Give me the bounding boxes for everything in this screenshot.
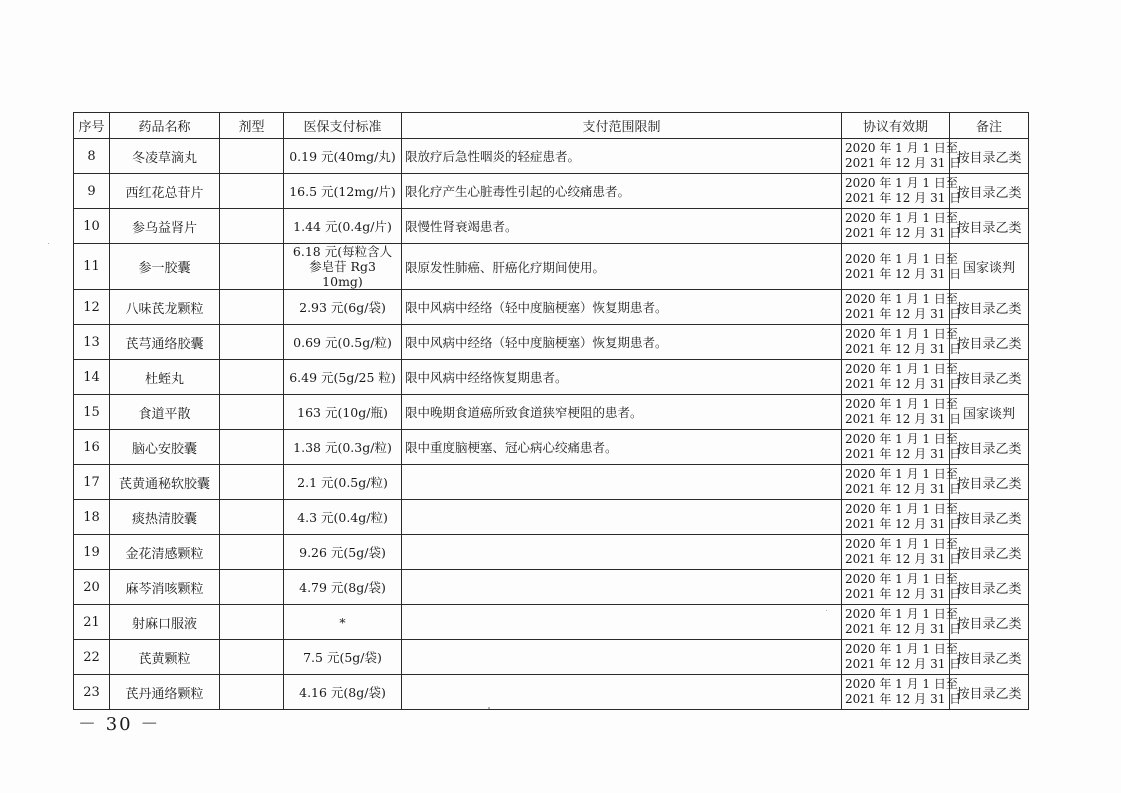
payment-standard-cell: 163 元(10g/瓶) [284,395,402,430]
note-cell: 按目录乙类 [950,675,1029,710]
period-end: 2021 年 12 月 31 日 [845,447,962,461]
period-start: 2020 年 1 月 1 日至 [845,176,958,190]
row-number-cell: 12 [74,290,110,325]
note-cell: 按目录乙类 [950,570,1029,605]
period-end: 2021 年 12 月 31 日 [845,622,962,636]
note-cell: 按目录乙类 [950,640,1029,675]
drug-name-cell: 杜蛭丸 [110,360,220,395]
table-row [74,675,1029,710]
table-row [74,244,1029,290]
drug-name-cell: 脑心安胶囊 [110,430,220,465]
row-number-cell: 23 [74,675,110,710]
dosage-form-cell [220,139,284,174]
dosage-form-cell [220,500,284,535]
period-end: 2021 年 12 月 31 日 [845,587,962,601]
table-row [74,290,1029,325]
table-row [74,640,1029,675]
payment-scope-cell: 限放疗后急性咽炎的轻症患者。 [402,139,842,174]
note-cell: 按目录乙类 [950,290,1029,325]
period-end: 2021 年 12 月 31 日 [845,692,962,706]
payment-scope-cell [402,465,842,500]
drug-name-cell: 射麻口服液 [110,605,220,640]
period-end: 2021 年 12 月 31 日 [845,412,962,426]
payment-scope-cell [402,535,842,570]
payment-scope-cell: 限化疗产生心脏毒性引起的心绞痛患者。 [402,174,842,209]
row-number-cell: 11 [74,244,110,290]
agreement-period-cell [842,640,962,675]
dosage-form-cell [220,174,284,209]
dosage-form-cell [220,209,284,244]
dosage-form-cell [220,430,284,465]
note-cell: 按目录乙类 [950,360,1029,395]
dosage-form-cell [220,640,284,675]
table-row [74,605,1029,640]
payment-standard-cell: 6.18 元(每粒含人参皂苷 Rg3 10mg) [284,244,402,290]
note-cell: 国家谈判 [950,395,1029,430]
row-number-cell: 14 [74,360,110,395]
table-row [74,174,1029,209]
note-cell: 按目录乙类 [950,500,1029,535]
dosage-form-cell [220,395,284,430]
table-row [74,430,1029,465]
payment-standard-cell: 6.49 元(5g/25 粒) [284,360,402,395]
payment-scope-cell: 限中风病中经络恢复期患者。 [402,360,842,395]
table-body [74,139,1029,710]
drug-name-cell: 芪丹通络颗粒 [110,675,220,710]
drug-name-cell: 痰热清胶囊 [110,500,220,535]
agreement-period-cell [842,500,962,535]
period-start: 2020 年 1 月 1 日至 [845,141,958,155]
header-note: 备注 [950,113,1029,139]
period-start: 2020 年 1 月 1 日至 [845,327,958,341]
row-number-cell: 18 [74,500,110,535]
header-payment-standard: 医保支付标准 [284,113,402,139]
payment-scope-cell: 限慢性肾衰竭患者。 [402,209,842,244]
header-drug-name: 药品名称 [110,113,220,139]
row-number-cell: 15 [74,395,110,430]
agreement-period-cell [842,290,962,325]
note-cell: 按目录乙类 [950,430,1029,465]
payment-standard-cell: * [284,605,402,640]
table-row [74,570,1029,605]
drug-name-cell: 西红花总苷片 [110,174,220,209]
period-start: 2020 年 1 月 1 日至 [845,251,958,266]
agreement-period-cell [842,570,962,605]
header-agreement-period: 协议有效期 [842,113,950,139]
drug-name-cell: 参乌益肾片 [110,209,220,244]
period-start: 2020 年 1 月 1 日至 [845,502,958,516]
table-row [74,535,1029,570]
payment-standard-cell: 2.1 元(0.5g/粒) [284,465,402,500]
table-header-row [74,113,1029,139]
period-end: 2021 年 12 月 31 日 [845,517,962,531]
dosage-form-cell [220,570,284,605]
payment-scope-cell [402,605,842,640]
note-cell: 按目录乙类 [950,605,1029,640]
payment-standard-cell: 0.69 元(0.5g/粒) [284,325,402,360]
note-cell: 按目录乙类 [950,139,1029,174]
payment-scope-cell: 限中晚期食道癌所致食道狭窄梗阻的患者。 [402,395,842,430]
dosage-form-cell [220,605,284,640]
period-end: 2021 年 12 月 31 日 [845,657,962,671]
agreement-period-cell [842,209,962,244]
payment-scope-cell [402,640,842,675]
period-end: 2021 年 12 月 31 日 [845,482,962,496]
agreement-period-cell [842,325,962,360]
period-start: 2020 年 1 月 1 日至 [845,292,958,306]
period-end: 2021 年 12 月 31 日 [845,266,962,281]
period-start: 2020 年 1 月 1 日至 [845,642,958,656]
payment-scope-cell: 限中风病中经络（轻中度脑梗塞）恢复期患者。 [402,325,842,360]
row-number-cell: 21 [74,605,110,640]
table-row [74,500,1029,535]
payment-standard-cell: 16.5 元(12mg/片) [284,174,402,209]
payment-standard-cell: 9.26 元(5g/袋) [284,535,402,570]
note-cell: 按目录乙类 [950,209,1029,244]
period-end: 2021 年 12 月 31 日 [845,156,962,170]
scan-speck [826,610,827,611]
period-end: 2021 年 12 月 31 日 [845,342,962,356]
period-start: 2020 年 1 月 1 日至 [845,467,958,481]
dosage-form-cell [220,675,284,710]
dosage-form-cell [220,325,284,360]
period-start: 2020 年 1 月 1 日至 [845,572,958,586]
payment-standard-cell: 1.44 元(0.4g/片) [284,209,402,244]
payment-standard-cell: 7.5 元(5g/袋) [284,640,402,675]
table-row [74,325,1029,360]
header-payment-scope: 支付范围限制 [402,113,842,139]
agreement-period-cell [842,244,962,290]
dosage-form-cell [220,465,284,500]
agreement-period-cell [842,465,962,500]
period-start: 2020 年 1 月 1 日至 [845,677,958,691]
period-end: 2021 年 12 月 31 日 [845,307,962,321]
note-cell: 按目录乙类 [950,174,1029,209]
drug-name-cell: 芪芎通络胶囊 [110,325,220,360]
table-row [74,209,1029,244]
note-cell: 按目录乙类 [950,325,1029,360]
period-end: 2021 年 12 月 31 日 [845,226,962,240]
table-row [74,465,1029,500]
header-no: 序号 [74,113,110,139]
period-start: 2020 年 1 月 1 日至 [845,537,958,551]
drug-name-cell: 参一胶囊 [110,244,220,290]
agreement-period-cell [842,360,962,395]
note-cell: 按目录乙类 [950,535,1029,570]
row-number-cell: 22 [74,640,110,675]
row-number-cell: 16 [74,430,110,465]
row-number-cell: 13 [74,325,110,360]
payment-standard-cell: 4.16 元(8g/袋) [284,675,402,710]
dosage-form-cell [220,535,284,570]
note-cell: 按目录乙类 [950,465,1029,500]
drug-name-cell: 八味芪龙颗粒 [110,290,220,325]
drug-name-cell: 芪黄颗粒 [110,640,220,675]
agreement-period-cell [842,395,962,430]
period-start: 2020 年 1 月 1 日至 [845,362,958,376]
period-end: 2021 年 12 月 31 日 [845,377,962,391]
agreement-period-cell [842,675,962,710]
payment-standard-cell: 4.79 元(8g/袋) [284,570,402,605]
agreement-period-cell [842,174,962,209]
dosage-form-cell [220,244,284,290]
payment-scope-cell: 限原发性肺癌、肝癌化疗期间使用。 [402,244,842,290]
period-end: 2021 年 12 月 31 日 [845,552,962,566]
payment-standard-cell: 1.38 元(0.3g/粒) [284,430,402,465]
drug-payment-table [73,112,1029,710]
drug-name-cell: 麻芩消咳颗粒 [110,570,220,605]
dosage-form-cell [220,290,284,325]
row-number-cell: 19 [74,535,110,570]
period-end: 2021 年 12 月 31 日 [845,191,962,205]
row-number-cell: 8 [74,139,110,174]
scan-speck [48,243,49,244]
payment-scope-cell: 限中重度脑梗塞、冠心病心绞痛患者。 [402,430,842,465]
payment-scope-cell [402,500,842,535]
row-number-cell: 20 [74,570,110,605]
payment-standard-cell: 4.3 元(0.4g/粒) [284,500,402,535]
payment-scope-cell: 限中风病中经络（轻中度脑梗塞）恢复期患者。 [402,290,842,325]
period-start: 2020 年 1 月 1 日至 [845,607,958,621]
table-row [74,395,1029,430]
agreement-period-cell [842,605,962,640]
row-number-cell: 9 [74,174,110,209]
row-number-cell: 10 [74,209,110,244]
period-start: 2020 年 1 月 1 日至 [845,397,958,411]
period-start: 2020 年 1 月 1 日至 [845,432,958,446]
note-cell: 国家谈判 [950,244,1029,290]
scan-speck [488,707,490,709]
table-row [74,139,1029,174]
agreement-period-cell [842,535,962,570]
payment-scope-cell [402,675,842,710]
agreement-period-cell [842,139,962,174]
table-row [74,360,1029,395]
agreement-period-cell [842,430,962,465]
payment-standard-cell: 2.93 元(6g/袋) [284,290,402,325]
dosage-form-cell [220,360,284,395]
row-number-cell: 17 [74,465,110,500]
drug-name-cell: 食道平散 [110,395,220,430]
drug-name-cell: 芪黄通秘软胶囊 [110,465,220,500]
period-start: 2020 年 1 月 1 日至 [845,211,958,225]
page-number: － 30 － [78,714,161,735]
header-form: 剂型 [220,113,284,139]
payment-standard-cell: 0.19 元(40mg/丸) [284,139,402,174]
drug-name-cell: 金花清感颗粒 [110,535,220,570]
drug-name-cell: 冬凌草滴丸 [110,139,220,174]
payment-scope-cell [402,570,842,605]
